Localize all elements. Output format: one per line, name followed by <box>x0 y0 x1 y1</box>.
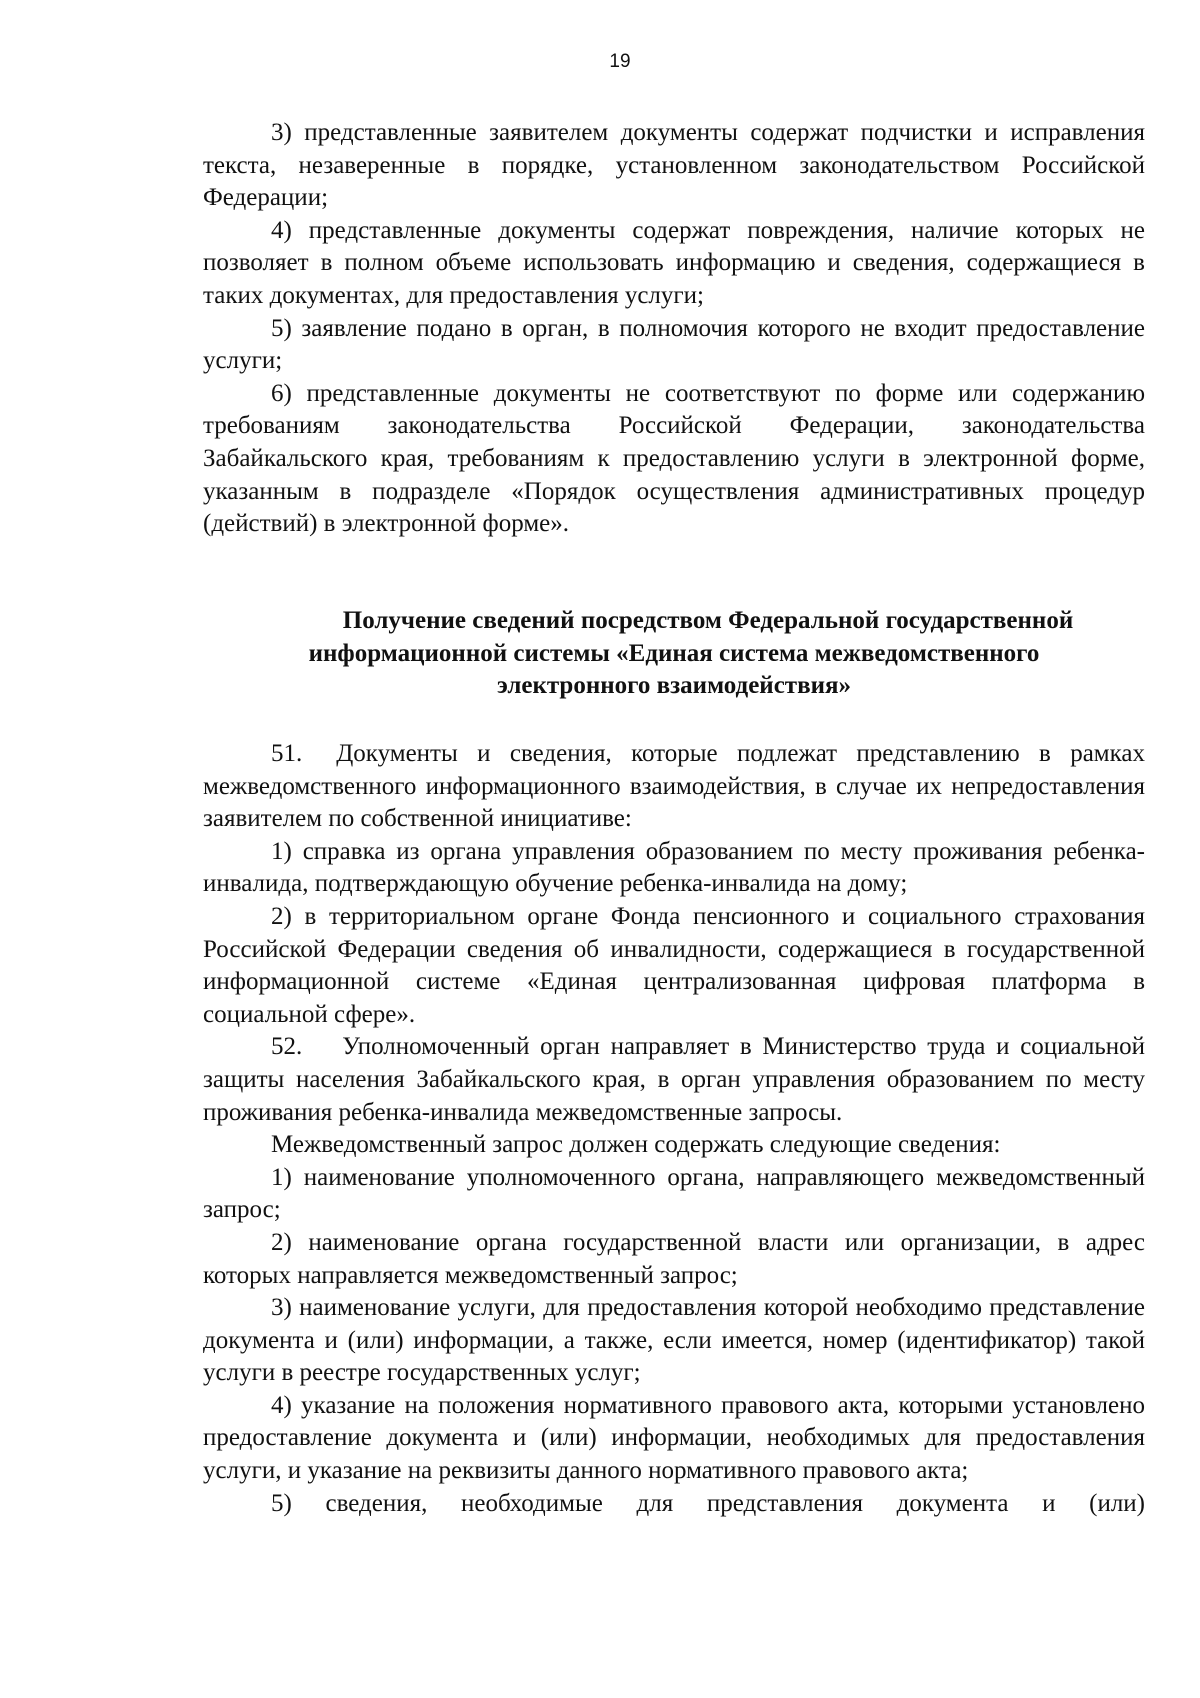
page-number: 19 <box>609 51 631 72</box>
paragraph-item-3: 3) представленные заявителем документы содержат подчистки и исправления текста, незаверенные в порядке, установленном законодательством Российской Федерации; <box>203 119 1145 212</box>
section-heading-line-1: Получение сведений посредством Федеральной государственной <box>342 607 1074 634</box>
document-block-lower <box>203 738 1145 1520</box>
request-item-5: 5) сведения, необходимые для представления документа и (или) <box>271 1489 1145 1517</box>
paragraph-52 <box>203 1031 1145 1129</box>
paragraph-51-number: 51. <box>271 740 303 767</box>
paragraph-51-item-1: 1) справка из органа управления образованием по месту проживания ребенка-инвалида, подтверждающую обучение ребенка-инвалида на дому; <box>203 837 1145 898</box>
request-item-4: 4) указание на положения нормативного правового акта, которыми установлено предоставление документа и (или) информации, необходимых для предоставления услуги, и указание на реквизиты данного нормативного правового акта; <box>203 1391 1145 1485</box>
request-item-1: 1) наименование уполномоченного органа, направляющего межведомственный запрос; <box>203 1163 1145 1224</box>
paragraph-51 <box>203 738 1145 836</box>
request-item-2: 2) наименование органа государственной власти или организации, в адрес которых направляется межведомственный запрос; <box>203 1228 1145 1289</box>
request-intro: Межведомственный запрос должен содержать следующие сведения: <box>271 1131 1001 1159</box>
section-heading <box>203 605 1145 703</box>
paragraph-item-6: 6) представленные документы не соответствуют по форме или содержанию требованиям законодательства Российской Федерации, законодательства Забайкальского края, требованиям к предоставлению услуги в электронной форме, указанным в подразделе «Порядок осуществления административных процедур (действий) в электронной форме». <box>203 379 1145 538</box>
request-item-3: 3) наименование услуги, для предоставления которой необходимо представление документа и (или) информации, а также, если имеется, номер (идентификатор) такой услуги в реестре государственных услуг; <box>203 1294 1145 1387</box>
section-heading-line-2: информационной системы «Единая система межведомственного <box>308 639 1040 667</box>
paragraph-item-4: 4) представленные документы содержат повреждения, наличие которых не позволяет в полном объеме использовать информацию и сведения, содержащиеся в таких документах, для предоставления услуги; <box>203 216 1145 309</box>
section-heading-line-3: электронного взаимодействия» <box>496 672 852 699</box>
paragraph-51-item-2: 2) в территориальном органе Фонда пенсионного и социального страхования Российской Федерации сведения об инвалидности, содержащиеся в государственной информационной системе «Единая централизованная цифровая платформа в социальной сфере». <box>203 902 1145 1028</box>
paragraph-51-text: Документы и сведения, которые подлежат представлению в рамках межведомственного информационного взаимодействия, в случае их непредоставления заявителем по собственной инициативе: <box>203 740 1145 833</box>
paragraph-item-5: 5) заявление подано в орган, в полномочия которого не входит предоставление услуги; <box>203 314 1145 375</box>
paragraph-52-number: 52. <box>271 1033 303 1061</box>
paragraph-52-text: Уполномоченный орган направляет в Министерство труда и социальной защиты населения Забайкальского края, в орган управления образованием по месту проживания ребенка-инвалида межведомственные запросы. <box>203 1033 1145 1126</box>
document-block-upper <box>203 117 1145 541</box>
